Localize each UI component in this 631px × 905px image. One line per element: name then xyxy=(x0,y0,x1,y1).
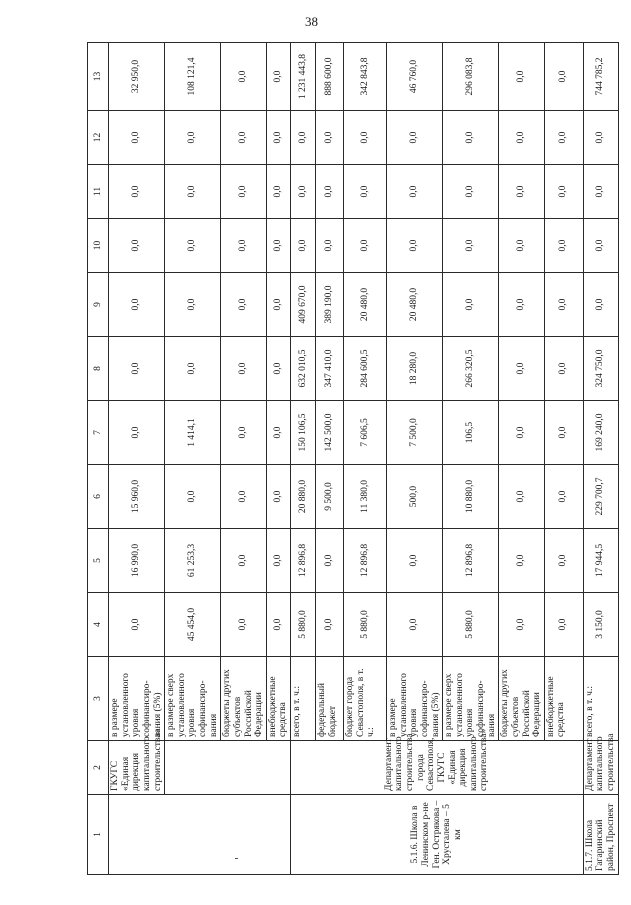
amount-cell: 9 500,0 xyxy=(316,465,344,529)
amount-cell: 0,0 xyxy=(266,529,290,593)
amount-cell: 0,0 xyxy=(387,219,443,273)
amount-cell: 61 253,3 xyxy=(165,529,221,593)
amount-cell: 0,0 xyxy=(443,165,499,219)
amount-cell: 0,0 xyxy=(443,273,499,337)
page-number: 38 xyxy=(305,14,318,29)
funding-source-cell: внебюджетные средства xyxy=(266,657,290,741)
column-number: 7 xyxy=(88,401,109,465)
amount-cell: 3 150,0 xyxy=(583,593,618,657)
amount-cell: 0,0 xyxy=(499,43,545,111)
table-body xyxy=(88,43,619,875)
amount-cell: 0,0 xyxy=(266,273,290,337)
amount-cell: 20 480,0 xyxy=(387,273,443,337)
amount-cell: 0,0 xyxy=(499,593,545,657)
amount-cell: 7 606,5 xyxy=(344,401,387,465)
amount-cell: 0,0 xyxy=(544,401,583,465)
amount-cell: 409 670,0 xyxy=(291,273,316,337)
amount-cell: 0,0 xyxy=(544,111,583,165)
table-row xyxy=(291,43,316,875)
amount-cell: 0,0 xyxy=(221,43,267,111)
amount-cell: 0,0 xyxy=(291,219,316,273)
amount-cell: 12 896,8 xyxy=(291,529,316,593)
amount-cell: 5 880,0 xyxy=(443,593,499,657)
funding-source-cell: в размере сверх установленного уровня софинансиро-вания xyxy=(165,657,221,741)
amount-cell: 0,0 xyxy=(387,165,443,219)
amount-cell: 0,0 xyxy=(291,111,316,165)
funding-source-cell: в размере установленного уровня софинансиро-вания (5%) xyxy=(387,657,443,741)
funding-source-cell: федеральный бюджет xyxy=(316,657,344,741)
amount-cell: 0,0 xyxy=(266,165,290,219)
executor-cell: ГКУГС «Единая дирекция капитального строительства» xyxy=(109,741,165,795)
amount-cell: 0,0 xyxy=(583,273,618,337)
amount-cell: 12 896,8 xyxy=(344,529,387,593)
amount-cell: 500,0 xyxy=(387,465,443,529)
column-number: 5 xyxy=(88,529,109,593)
amount-cell: 0,0 xyxy=(109,219,165,273)
amount-cell: 1 231 443,8 xyxy=(291,43,316,111)
column-number: 10 xyxy=(88,219,109,273)
column-number: 1 xyxy=(88,795,109,875)
amount-cell: 0,0 xyxy=(544,529,583,593)
amount-cell: 11 380,0 xyxy=(344,465,387,529)
amount-cell: 0,0 xyxy=(316,219,344,273)
amount-cell: 0,0 xyxy=(544,465,583,529)
amount-cell: 5 880,0 xyxy=(291,593,316,657)
amount-cell: 0,0 xyxy=(266,111,290,165)
funding-source-cell: всего, в т. ч.: xyxy=(583,657,618,741)
funding-source-cell: бюджеты других субъектов Российской Федерации xyxy=(499,657,545,741)
amount-cell: 20 880,0 xyxy=(291,465,316,529)
amount-cell: 0,0 xyxy=(109,273,165,337)
amount-cell: 266 320,5 xyxy=(443,337,499,401)
budget-table-area xyxy=(87,43,616,875)
amount-cell: 0,0 xyxy=(221,165,267,219)
amount-cell: 347 410,0 xyxy=(316,337,344,401)
column-number: 4 xyxy=(88,593,109,657)
amount-cell: 389 190,0 xyxy=(316,273,344,337)
amount-cell: 0,0 xyxy=(266,401,290,465)
amount-cell: 0,0 xyxy=(165,111,221,165)
amount-cell: 0,0 xyxy=(316,529,344,593)
amount-cell: 0,0 xyxy=(583,219,618,273)
amount-cell: 324 750,0 xyxy=(583,337,618,401)
amount-cell: 108 121,4 xyxy=(165,43,221,111)
amount-cell: 0,0 xyxy=(165,219,221,273)
amount-cell: 0,0 xyxy=(316,165,344,219)
column-number: 3 xyxy=(88,657,109,741)
amount-cell: 0,0 xyxy=(583,165,618,219)
funding-source-cell: внебюджетные средства xyxy=(544,657,583,741)
table-row xyxy=(583,43,618,875)
funding-source-cell: бюджет города Севастополя, в т. ч.: xyxy=(344,657,387,741)
amount-cell: 0,0 xyxy=(443,219,499,273)
amount-cell: 744 785,2 xyxy=(583,43,618,111)
amount-cell: 106,5 xyxy=(443,401,499,465)
column-number: 9 xyxy=(88,273,109,337)
amount-cell: 0,0 xyxy=(499,529,545,593)
scan-mark xyxy=(235,858,238,859)
amount-cell: 150 106,5 xyxy=(291,401,316,465)
amount-cell: 0,0 xyxy=(221,219,267,273)
column-number: 2 xyxy=(88,741,109,795)
object-name-cell xyxy=(109,795,291,875)
amount-cell: 5 880,0 xyxy=(344,593,387,657)
amount-cell: 0,0 xyxy=(344,219,387,273)
column-number: 11 xyxy=(88,165,109,219)
amount-cell: 0,0 xyxy=(387,529,443,593)
object-name-cell: 5.1.7. Школа Гагаринский район, Проспект xyxy=(583,795,618,875)
table-row xyxy=(165,43,221,875)
amount-cell: 17 944,5 xyxy=(583,529,618,593)
amount-cell: 0,0 xyxy=(499,337,545,401)
amount-cell: 0,0 xyxy=(544,43,583,111)
rotated-table xyxy=(87,42,619,875)
amount-cell: 0,0 xyxy=(344,165,387,219)
amount-cell: 46 760,0 xyxy=(387,43,443,111)
amount-cell: 0,0 xyxy=(109,337,165,401)
amount-cell: 0,0 xyxy=(109,165,165,219)
amount-cell: 169 240,0 xyxy=(583,401,618,465)
executor-cell: Департамент капитального строительства xyxy=(583,741,618,795)
amount-cell: 888 600,0 xyxy=(316,43,344,111)
funding-source-cell: бюджеты других субъектов Российской Федерации xyxy=(221,657,267,741)
amount-cell: 0,0 xyxy=(165,465,221,529)
amount-cell: 0,0 xyxy=(266,337,290,401)
amount-cell: 0,0 xyxy=(221,111,267,165)
amount-cell: 284 600,5 xyxy=(344,337,387,401)
executor-cell xyxy=(165,741,291,795)
funding-source-cell: в размере сверх установленного уровня софинансиро-вания xyxy=(443,657,499,741)
amount-cell: 0,0 xyxy=(109,401,165,465)
amount-cell: 0,0 xyxy=(544,337,583,401)
amount-cell: 0,0 xyxy=(387,593,443,657)
amount-cell: 0,0 xyxy=(583,111,618,165)
amount-cell: 142 500,0 xyxy=(316,401,344,465)
amount-cell: 0,0 xyxy=(499,111,545,165)
column-number: 8 xyxy=(88,337,109,401)
amount-cell: 0,0 xyxy=(221,401,267,465)
amount-cell: 632 010,5 xyxy=(291,337,316,401)
amount-cell: 0,0 xyxy=(544,219,583,273)
amount-cell: 15 960,0 xyxy=(109,465,165,529)
amount-cell: 0,0 xyxy=(316,593,344,657)
amount-cell: 0,0 xyxy=(109,111,165,165)
amount-cell: 16 990,0 xyxy=(109,529,165,593)
amount-cell: 0,0 xyxy=(165,165,221,219)
amount-cell: 296 083,8 xyxy=(443,43,499,111)
amount-cell: 0,0 xyxy=(221,273,267,337)
column-number: 13 xyxy=(88,43,109,111)
executor-cell: Департамент капитального строительства города Севастополя, ГКУГС «Единая дирекция капитального строительства» xyxy=(291,741,584,795)
column-number: 6 xyxy=(88,465,109,529)
amount-cell: 0,0 xyxy=(499,273,545,337)
amount-cell: 0,0 xyxy=(499,219,545,273)
amount-cell: 32 950,0 xyxy=(109,43,165,111)
amount-cell: 12 896,8 xyxy=(443,529,499,593)
table-row xyxy=(109,43,165,875)
amount-cell: 18 280,0 xyxy=(387,337,443,401)
amount-cell: 0,0 xyxy=(544,593,583,657)
amount-cell: 7 500,0 xyxy=(387,401,443,465)
amount-cell: 0,0 xyxy=(221,529,267,593)
amount-cell: 0,0 xyxy=(443,111,499,165)
amount-cell: 0,0 xyxy=(499,165,545,219)
amount-cell: 45 454,0 xyxy=(165,593,221,657)
amount-cell: 0,0 xyxy=(165,337,221,401)
amount-cell: 0,0 xyxy=(266,219,290,273)
amount-cell: 0,0 xyxy=(544,165,583,219)
amount-cell: 20 480,0 xyxy=(344,273,387,337)
amount-cell: 0,0 xyxy=(266,43,290,111)
amount-cell: 0,0 xyxy=(221,337,267,401)
amount-cell: 0,0 xyxy=(266,465,290,529)
amount-cell: 0,0 xyxy=(499,465,545,529)
amount-cell: 229 700,7 xyxy=(583,465,618,529)
amount-cell: 342 843,8 xyxy=(344,43,387,111)
amount-cell: 0,0 xyxy=(221,465,267,529)
amount-cell: 0,0 xyxy=(387,111,443,165)
amount-cell: 0,0 xyxy=(344,111,387,165)
amount-cell: 0,0 xyxy=(221,593,267,657)
amount-cell: 0,0 xyxy=(165,273,221,337)
amount-cell: 1 414,1 xyxy=(165,401,221,465)
column-number: 12 xyxy=(88,111,109,165)
object-name-cell: 5.1.6. Школа в Ленинском р-не Ген. Острякова – Хрусталева – 5 км xyxy=(291,795,584,875)
funding-source-cell: в размере установленного уровня софинансиро-вания (5%) xyxy=(109,657,165,741)
amount-cell: 0,0 xyxy=(291,165,316,219)
amount-cell: 10 880,0 xyxy=(443,465,499,529)
funding-source-cell: всего, в т. ч.: xyxy=(291,657,316,741)
amount-cell: 0,0 xyxy=(316,111,344,165)
amount-cell: 0,0 xyxy=(109,593,165,657)
column-number-row xyxy=(88,43,109,875)
amount-cell: 0,0 xyxy=(266,593,290,657)
amount-cell: 0,0 xyxy=(499,401,545,465)
budget-table xyxy=(87,42,619,875)
amount-cell: 0,0 xyxy=(544,273,583,337)
